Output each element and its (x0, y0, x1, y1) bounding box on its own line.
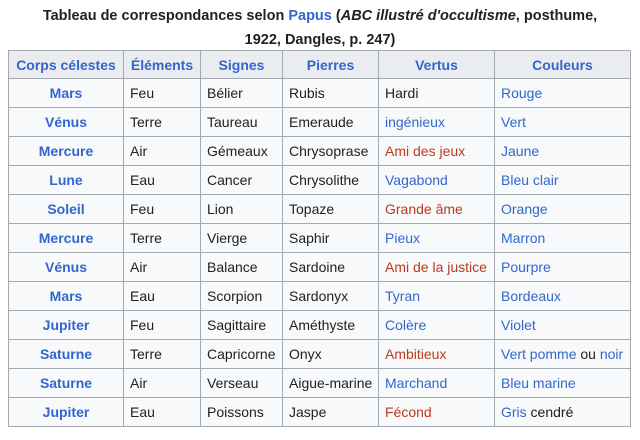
caption-open-paren: ( (331, 8, 341, 24)
caption-line-2: 1922, Dangles, p. 247) (244, 32, 396, 48)
color-link[interactable]: Jaune (501, 143, 540, 159)
cell-sign: Bélier (201, 79, 283, 108)
cell-virtue[interactable]: Tyran (379, 282, 495, 311)
cell-sign: Taureau (201, 108, 283, 137)
cell-virtue[interactable]: Marchand (379, 369, 495, 398)
caption-prefix: Tableau de correspondances selon (42, 8, 289, 24)
cell-color (495, 398, 631, 427)
cell-sign: Vierge (201, 224, 283, 253)
cell-celestial-body[interactable]: Vénus (9, 253, 124, 282)
cell-stone: Sardonyx (283, 282, 379, 311)
color-text: cendré (526, 404, 574, 420)
cell-virtue[interactable]: Ami des jeux (379, 137, 495, 166)
cell-color (495, 137, 631, 166)
cell-color (495, 108, 631, 137)
table-header (9, 51, 631, 79)
table-row (9, 253, 631, 282)
cell-sign: Poissons (201, 398, 283, 427)
color-link[interactable]: Orange (501, 201, 548, 217)
header-row (9, 51, 631, 79)
color-link[interactable]: Gris (501, 404, 527, 420)
cell-sign: Sagittaire (201, 311, 283, 340)
cell-color (495, 369, 631, 398)
cell-element: Air (124, 253, 201, 282)
table-row (9, 398, 631, 427)
cell-celestial-body[interactable]: Saturne (9, 369, 124, 398)
cell-color (495, 311, 631, 340)
cell-color (495, 340, 631, 369)
cell-sign: Lion (201, 195, 283, 224)
cell-stone: Jaspe (283, 398, 379, 427)
table-body (9, 79, 631, 427)
table-row (9, 224, 631, 253)
color-link[interactable]: Bleu marine (501, 375, 576, 391)
header-virtues[interactable]: Vertus (379, 51, 495, 79)
color-link[interactable]: Marron (501, 230, 546, 246)
cell-element: Feu (124, 311, 201, 340)
cell-celestial-body[interactable]: Soleil (9, 195, 124, 224)
header-stones[interactable]: Pierres (283, 51, 379, 79)
caption-line1-rest: , posthume, (515, 8, 598, 24)
caption-line-1 (0, 4, 640, 28)
cell-element: Feu (124, 195, 201, 224)
cell-element: Eau (124, 398, 201, 427)
author-link[interactable]: Papus (288, 8, 332, 24)
cell-sign: Verseau (201, 369, 283, 398)
cell-stone: Saphir (283, 224, 379, 253)
cell-celestial-body[interactable]: Mars (9, 282, 124, 311)
cell-element: Terre (124, 224, 201, 253)
header-colors[interactable]: Couleurs (495, 51, 631, 79)
table-caption (0, 4, 640, 52)
cell-celestial-body[interactable]: Vénus (9, 108, 124, 137)
table-row (9, 369, 631, 398)
cell-stone: Améthyste (283, 311, 379, 340)
color-link-secondary[interactable]: noir (599, 346, 624, 362)
cell-element: Terre (124, 108, 201, 137)
cell-celestial-body[interactable]: Mercure (9, 137, 124, 166)
color-link[interactable]: Bleu clair (501, 172, 559, 188)
cell-element: Air (124, 369, 201, 398)
cell-color (495, 195, 631, 224)
cell-celestial-body[interactable]: Lune (9, 166, 124, 195)
cell-stone: Sardoine (283, 253, 379, 282)
cell-sign: Cancer (201, 166, 283, 195)
table-row (9, 108, 631, 137)
cell-sign: Capricorne (201, 340, 283, 369)
cell-sign: Scorpion (201, 282, 283, 311)
correspondence-table (8, 50, 631, 427)
color-text: ou (576, 346, 600, 362)
cell-color (495, 79, 631, 108)
header-celestial-bodies[interactable]: Corps célestes (9, 51, 124, 79)
cell-stone: Aigue-marine (283, 369, 379, 398)
cell-celestial-body[interactable]: Saturne (9, 340, 124, 369)
color-link[interactable]: Vert pomme (501, 346, 577, 362)
cell-stone: Rubis (283, 79, 379, 108)
table-row (9, 137, 631, 166)
color-link[interactable]: Pourpre (501, 259, 551, 275)
table-row (9, 166, 631, 195)
cell-color (495, 282, 631, 311)
cell-virtue[interactable]: Ami de la justice (379, 253, 495, 282)
table-row (9, 79, 631, 108)
cell-virtue[interactable]: Fécond (379, 398, 495, 427)
cell-stone: Topaze (283, 195, 379, 224)
cell-virtue[interactable]: Grande âme (379, 195, 495, 224)
cell-stone: Chrysoprase (283, 137, 379, 166)
cell-element: Feu (124, 79, 201, 108)
color-link[interactable]: Violet (501, 317, 536, 333)
cell-stone: Emeraude (283, 108, 379, 137)
cell-celestial-body[interactable]: Mercure (9, 224, 124, 253)
color-link[interactable]: Bordeaux (501, 288, 561, 304)
color-link[interactable]: Rouge (501, 85, 543, 101)
cell-element: Eau (124, 282, 201, 311)
cell-virtue[interactable]: ingénieux (379, 108, 495, 137)
cell-virtue[interactable]: Ambitieux (379, 340, 495, 369)
cell-sign: Balance (201, 253, 283, 282)
cell-virtue[interactable]: Colère (379, 311, 495, 340)
book-title: ABC illustré d'occultisme (340, 8, 516, 24)
cell-virtue[interactable]: Vagabond (379, 166, 495, 195)
table-row (9, 311, 631, 340)
table-row (9, 340, 631, 369)
cell-color (495, 224, 631, 253)
cell-virtue[interactable]: Pieux (379, 224, 495, 253)
cell-element: Air (124, 137, 201, 166)
cell-element: Terre (124, 340, 201, 369)
cell-celestial-body[interactable]: Jupiter (9, 398, 124, 427)
header-elements[interactable]: Éléments (124, 51, 201, 79)
cell-celestial-body[interactable]: Mars (9, 79, 124, 108)
color-link[interactable]: Vert (501, 114, 526, 130)
cell-color (495, 253, 631, 282)
cell-virtue: Hardi (379, 79, 495, 108)
cell-stone: Chrysolithe (283, 166, 379, 195)
table-row (9, 282, 631, 311)
table-row (9, 195, 631, 224)
cell-celestial-body[interactable]: Jupiter (9, 311, 124, 340)
cell-stone: Onyx (283, 340, 379, 369)
cell-color (495, 166, 631, 195)
header-signs[interactable]: Signes (201, 51, 283, 79)
cell-element: Eau (124, 166, 201, 195)
cell-sign: Gémeaux (201, 137, 283, 166)
